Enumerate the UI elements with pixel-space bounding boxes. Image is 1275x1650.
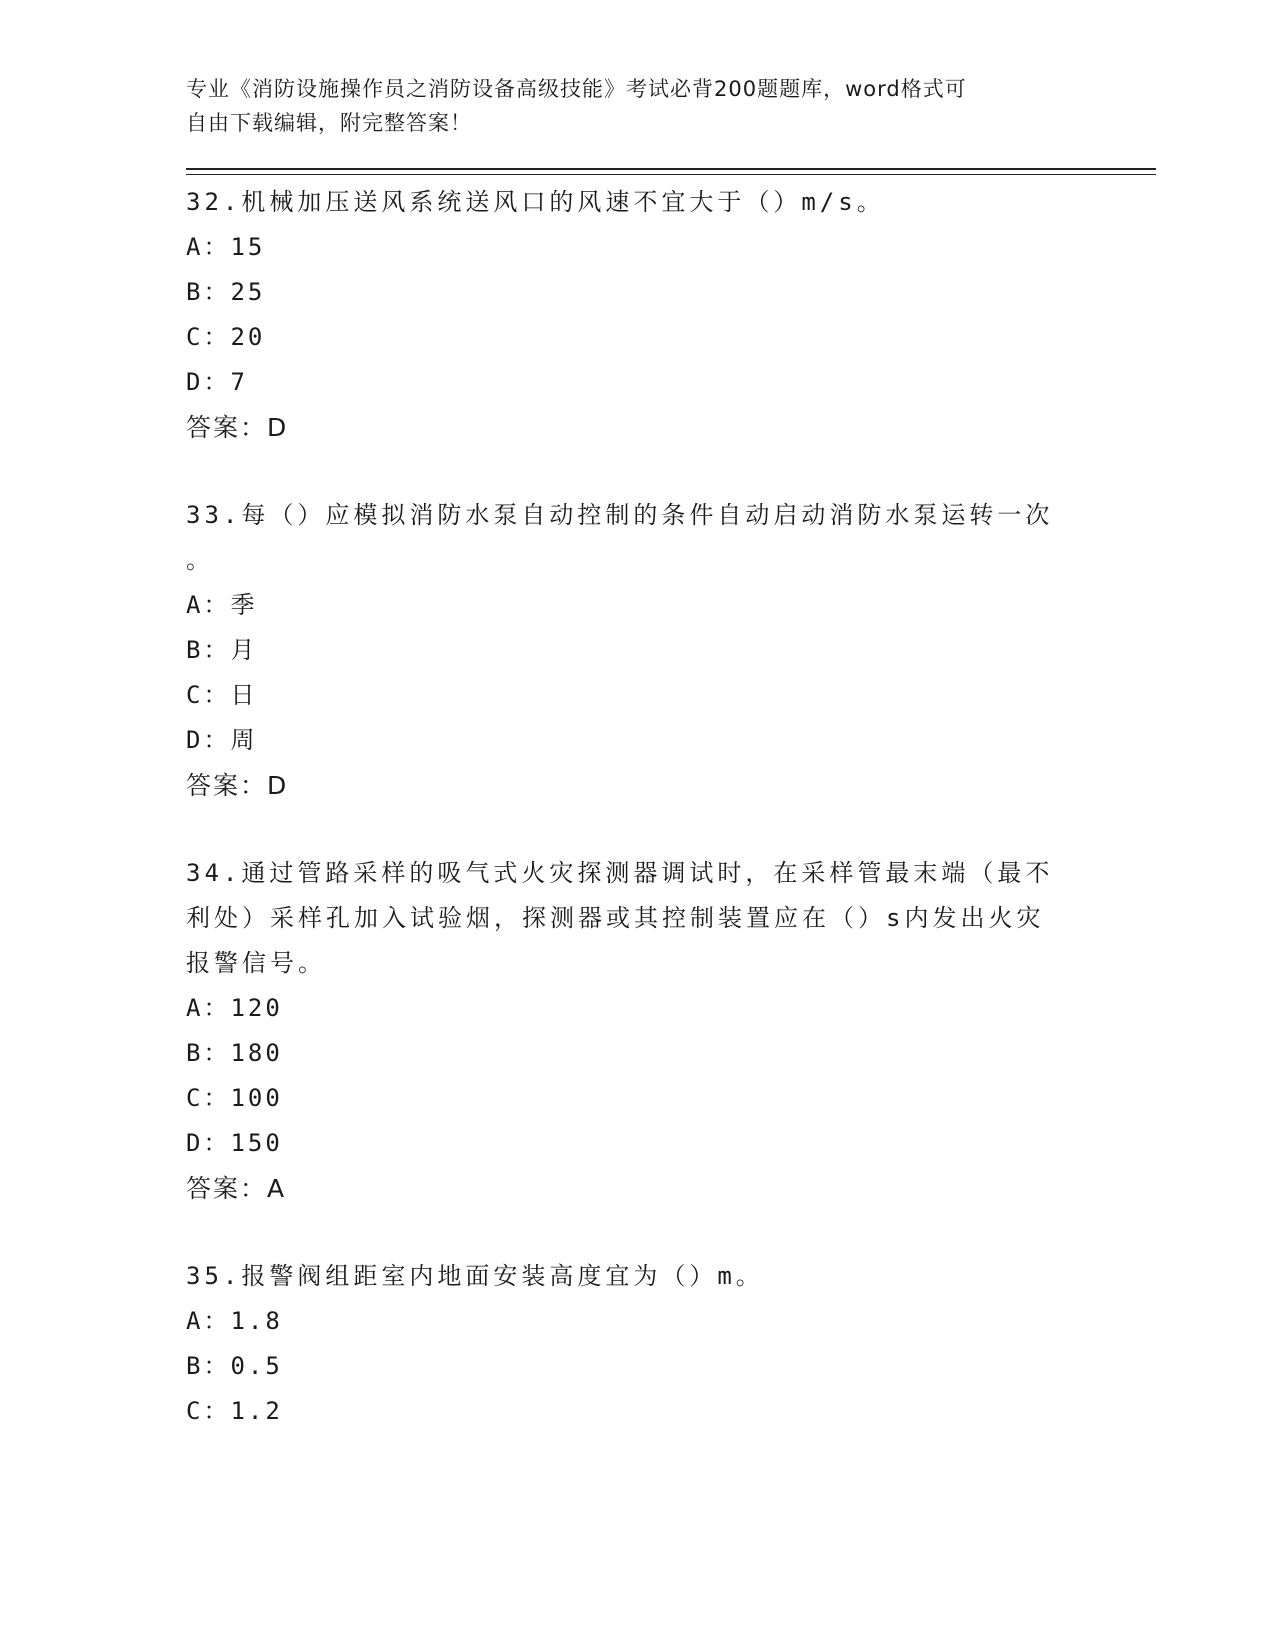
question-stem-line: 32.机械加压送风系统送风口的风速不宜大于（）m/s。 bbox=[186, 188, 885, 216]
question-stem-line: 利处）采样孔加入试验烟，探测器或其控制装置应在（）s内发出火灾 bbox=[186, 904, 1045, 932]
header-line: 专业《消防设施操作员之消防设备高级技能》考试必背200题题库，word格式可 bbox=[186, 77, 967, 101]
option-c: C：20 bbox=[186, 323, 266, 351]
option-b: B：180 bbox=[186, 1039, 283, 1067]
option-a: A：15 bbox=[186, 233, 266, 261]
question-stem bbox=[186, 1254, 1066, 1299]
option-c: C：1.2 bbox=[186, 1397, 283, 1425]
question-stem bbox=[186, 493, 1066, 583]
option-a: A：季 bbox=[186, 591, 258, 619]
question-stem bbox=[186, 851, 1066, 986]
option-c: C：100 bbox=[186, 1084, 283, 1112]
question-stem-line: 35.报警阀组距室内地面安装高度宜为（）m。 bbox=[186, 1262, 764, 1290]
option-d: D：7 bbox=[186, 368, 248, 396]
header-line: 自由下载编辑，附完整答案！ bbox=[186, 111, 472, 135]
answer-line: 答案：D bbox=[186, 413, 289, 442]
question-stem-line: 33.每（）应模拟消防水泵自动控制的条件自动启动消防水泵运转一次 bbox=[186, 501, 1054, 529]
document-header bbox=[186, 72, 1066, 140]
answer-line: 答案：A bbox=[186, 1174, 287, 1203]
option-b: B：月 bbox=[186, 636, 258, 664]
question-32 bbox=[186, 180, 1156, 451]
question-stem bbox=[186, 180, 1066, 225]
option-a: A：120 bbox=[186, 994, 283, 1022]
option-b: B：0.5 bbox=[186, 1352, 283, 1380]
option-c: C：日 bbox=[186, 681, 258, 709]
option-b: B：25 bbox=[186, 278, 266, 306]
question-stem-line: 。 bbox=[186, 546, 214, 574]
question-34 bbox=[186, 851, 1156, 1212]
option-a: A：1.8 bbox=[186, 1307, 283, 1335]
question-stem-line: 报警信号。 bbox=[186, 949, 326, 977]
question-33 bbox=[186, 493, 1156, 809]
option-d: D：150 bbox=[186, 1129, 283, 1157]
question-35 bbox=[186, 1254, 1156, 1434]
header-divider bbox=[186, 168, 1156, 170]
answer-line: 答案：D bbox=[186, 771, 289, 800]
question-list bbox=[186, 180, 1156, 1434]
question-stem-line: 34.通过管路采样的吸气式火灾探测器调试时，在采样管最末端（最不 bbox=[186, 859, 1054, 887]
document-page bbox=[186, 72, 1156, 1476]
option-d: D：周 bbox=[186, 726, 258, 754]
